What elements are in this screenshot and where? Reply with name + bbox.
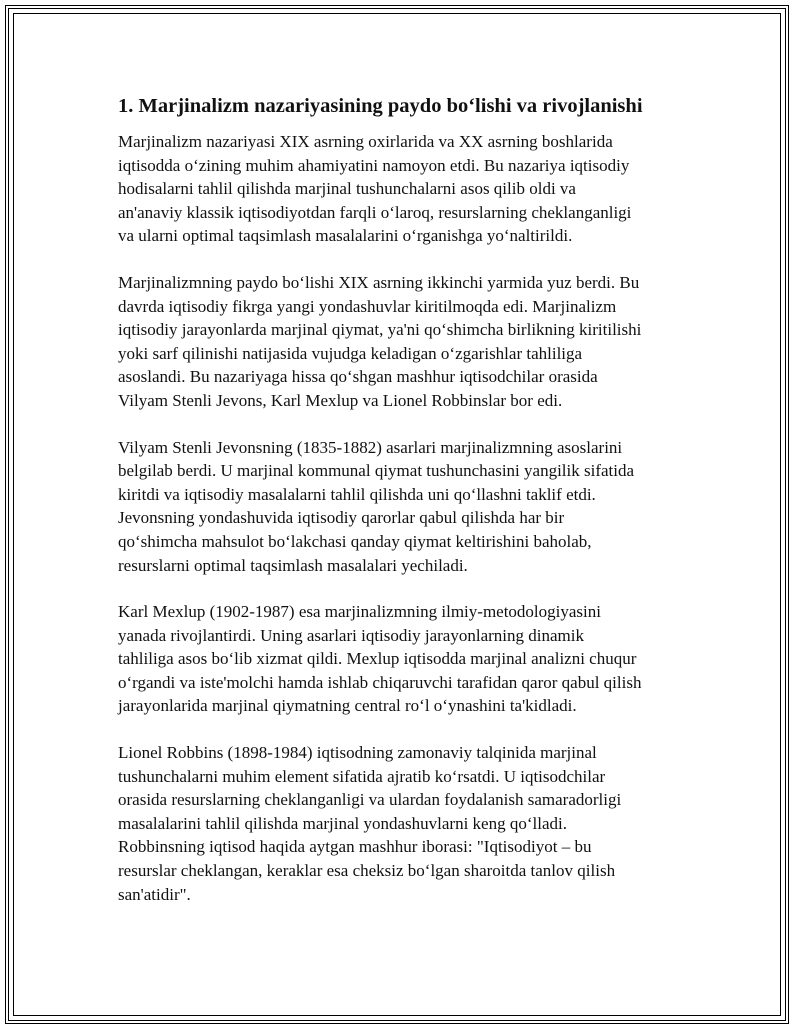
text-line: tushunchalarni muhim element sifatida ajratib ko‘rsatdi. U iqtisodchilar bbox=[118, 766, 606, 786]
text-line: iqtisodiy jarayonlarda marjinal qiymat, ya'ni qo‘shimcha birlikning kiritilishi bbox=[118, 320, 642, 340]
text-line: resurslarni optimal taqsimlash masalalari yechiladi. bbox=[118, 555, 468, 575]
text-line: jarayonlarida marjinal qiymatning central ro‘l o‘ynashini ta'kidladi. bbox=[118, 696, 577, 716]
text-line: belgilab berdi. U marjinal kommunal qiymat tushunchasini yangilik sifatida bbox=[118, 461, 635, 481]
text-line: Vilyam Stenli Jevonsning (1835-1882) asarlari marjinalizmning asoslarini bbox=[118, 437, 623, 457]
text-line: qo‘shimcha mahsulot bo‘lakchasi qanday qiymat keltirishini baholab, bbox=[118, 531, 592, 551]
paragraph-intro bbox=[118, 130, 698, 248]
paragraph-jevons bbox=[118, 436, 698, 578]
text-line: resurslar cheklangan, keraklar esa cheksiz bo‘lgan sharoitda tanlov qilish bbox=[118, 861, 616, 881]
paragraph-mexlup bbox=[118, 600, 698, 718]
text-line: Marjinalizm nazariyasi XIX asrning oxirlarida va XX asrning boshlarida bbox=[118, 132, 613, 151]
text-line: asoslandi. Bu nazariyaga hissa qo‘shgan mashhur iqtisodchilar orasida bbox=[118, 367, 598, 387]
text-line: o‘rgandi va iste'molchi hamda ishlab chiqaruvchi tarafidan qaror qabul qilish bbox=[118, 672, 642, 692]
text-line: Robbinsning iqtisod haqida aytgan mashhur iborasi: "Iqtisodiyot – bu bbox=[118, 837, 592, 857]
text-line: yoki sarf qilinishi natijasida vujudga keladigan o‘zgarishlar tahliliga bbox=[118, 343, 583, 363]
text-line: Marjinalizmning paydo bo‘lishi XIX asrning ikkinchi yarmida yuz berdi. Bu bbox=[118, 272, 640, 292]
paragraph-origin bbox=[118, 271, 698, 413]
text-line: tahliliga asos bo‘lib xizmat qildi. Mexlup iqtisodda marjinal analizni chuqur bbox=[118, 649, 637, 669]
text-line: davrda iqtisodiy fikrga yangi yondashuvlar kiritilmoqda edi. Marjinalizm bbox=[118, 296, 617, 316]
document-body bbox=[118, 92, 698, 929]
text-line: iqtisodda o‘zining muhim ahamiyatini namoyon etdi. Bu nazariya iqtisodiy bbox=[118, 155, 630, 175]
text-line: an'anaviy klassik iqtisodiyotdan farqli o‘laroq, resurslarning cheklanganligi bbox=[118, 202, 632, 222]
text-line: Lionel Robbins (1898-1984) iqtisodning zamonaviy talqinida marjinal bbox=[118, 743, 597, 763]
text-line: hodisalarni tahlil qilishda marjinal tushunchalarni asos qilib oldi va bbox=[118, 179, 576, 199]
text-line: Vilyam Stenli Jevons, Karl Mexlup va Lionel Robbinslar bor edi. bbox=[118, 390, 563, 410]
text-line: va ularni optimal taqsimlash masalalarini o‘rganishga yo‘naltirildi. bbox=[118, 226, 573, 246]
text-line: Karl Mexlup (1902-1987) esa marjinalizmning ilmiy-metodologiyasini bbox=[118, 602, 601, 622]
text-line: masalalarini tahlil qilishda marjinal yondashuvlarni keng qo‘lladi. bbox=[118, 813, 567, 833]
paragraph-robbins bbox=[118, 741, 698, 906]
document-title: 1. Marjinalizm nazariyasining paydo bo‘lishi va rivojlanishi bbox=[118, 95, 643, 117]
text-line: yanada rivojlantirdi. Uning asarlari iqtisodiy jarayonlarning dinamik bbox=[118, 625, 584, 645]
text-line: kiritdi va iqtisodiy masalalarni tahlil qilishda uni qo‘llashni taklif etdi. bbox=[118, 484, 596, 504]
text-line: san'atidir". bbox=[118, 884, 191, 904]
text-line: orasida resurslarning cheklanganligi va ulardan foydalanish samaradorligi bbox=[118, 790, 622, 810]
text-line: Jevonsning yondashuvida iqtisodiy qarorlar qabul qilishda har bir bbox=[118, 508, 565, 528]
